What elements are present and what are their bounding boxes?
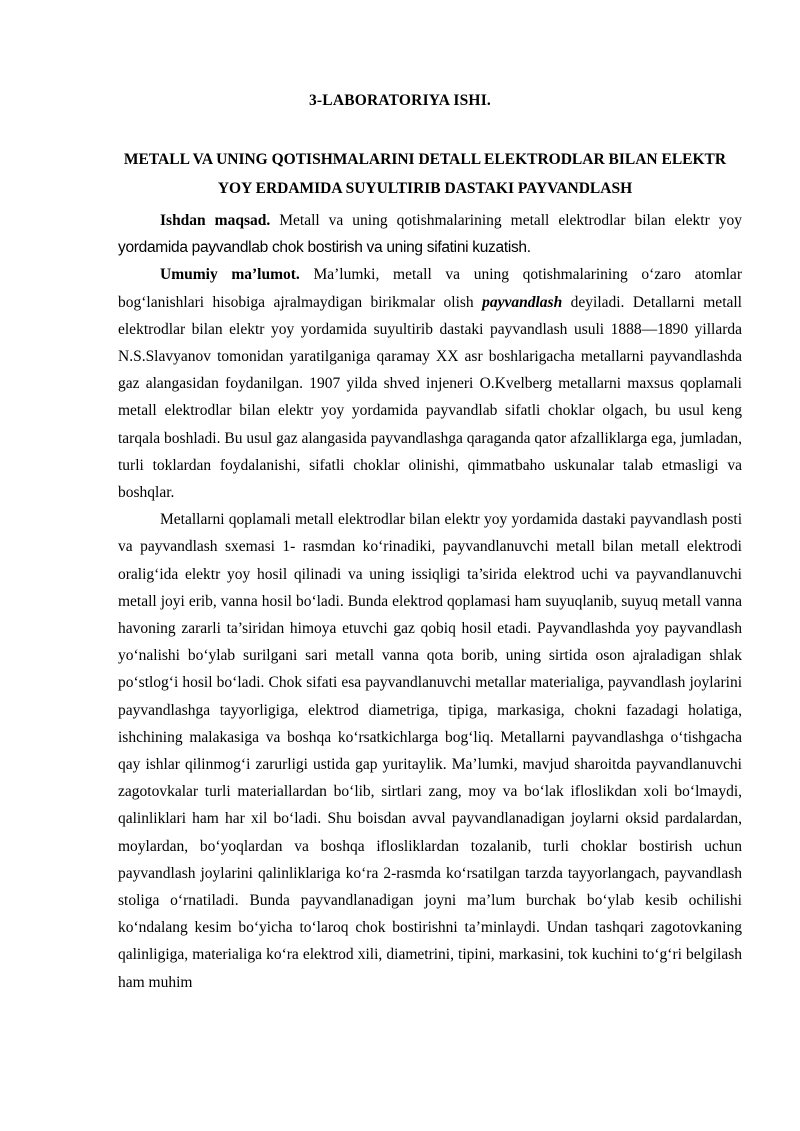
lab-title: 3-LABORATORIYA ISHI. bbox=[308, 92, 491, 109]
general-text-before: Ma’lumki, metall va uning qotishmalarining o‘zaro atomlar bog‘lanishlari hisobiga ajralmaydigan birikmalar olish bbox=[118, 266, 742, 311]
payvandlash-term: payvandlash bbox=[482, 293, 563, 311]
purpose-text-line1: Metall va uning qotishmalarining metall elektrodlar bilan elektr yoy bbox=[270, 212, 742, 229]
paragraph-three: Metallarni qoplamali metall elektrodlar bilan elektr yoy yordamida dastaki payvandlash posti va payvandlash sxemasi 1- rasmdan ko‘rinadiki, payvandlanuvchi metall bilan metall elektrodi oralig‘ida elektr yoy hosil qilinadi va uning issiqligi ta’sirida elektrod uchi va payvandlanuvchi metall joyi erib, vanna hosil bo‘ladi. Bunda elektrod qoplamasi ham suyuqlanib, suyuq metall vanna havoning zararli ta’siridan himoya etuvchi gaz qobiq hosil etadi. Payvandlashda yoy payvandlash yo‘nalishi bo‘ylab surilgani sari metall vanna qota borib, uning sirtida oson ajraladigan shlak po‘stlog‘i hosil bo‘ladi. Chok sifati esa payvandlanuvchi metallar materialiga, payvandlash joylarini payvandlashga tayyorligiga, elektrod diametriga, tipiga, markasiga, chokni fazadagi holatiga, ishchining malakasiga va boshqa ko‘rsatkichlarga bog‘liq. Metallarni payvandlashga o‘tishgacha qay ishlar qilinmog‘i zarurligi ustida gap yuritaylik. Ma’lumki, mavjud sharoitda payvandlanuvchi zagotovkalar turli materiallardan bo‘lib, sirtlari zang, moy va bo‘lak ifloslikdan xoli bo‘lmaydi, qalinliklari ham har xil bo‘ladi. Shu boisdan avval payvandlanadigan joylarni oksid pardalardan, moylardan, bo‘yoqlardan va boshqa iflosliklardan tozalanib, turli choklar bostirish uchun payvandlash joylarini qalinliklariga ko‘ra 2-rasmda ko‘rsatilgan tarzda tayyorlangach, payvandlash stoliga o‘rnatiladi. Bunda payvandlanadigan joyni ma’lum burchak bo‘ylab kesib ochilishi ko‘ndalang kesim bo‘yicha to‘laroq chok bostirishni ta’minlaydi. Undan tashqari zagotovkaning qalinligiga, materialiga ko‘ra elektrod xili, diametrini, tipini, markasini, tok kuchini to‘g‘ri belgilash ham muhim bbox=[118, 511, 742, 991]
purpose-text-line2: yordamida payvandlab chok bostirish va uning sifatini kuzatish. bbox=[118, 239, 531, 257]
general-text-after: deyiladi. Detallarni metall elektrodlar bilan elektr yoy yordamida suyultirib dastaki payvandlash usuli 1888—1890 yillarda N.S.Slavyanov tomonidan yaratilganiga qaramay XX asr boshlarigacha metallarni payvandlashda gaz alangasidan foydanilgan. 1907 yilda shved injeneri O.Kvelberg metallarni maxsus qoplamali metall elektrodlar bilan elektr yoy yordamida payvandlab sifatli choklar olgach, bu usul keng tarqala boshladi. Bu usul gaz alangasida payvandlashga qaraganda qator afzalliklarga ega, jumladan, turli toklardan foydalanishi, sifatli choklar olinishi, qimmatbaho uskunalar talab etmasligi va boshqlar. bbox=[118, 293, 742, 502]
general-paragraph bbox=[118, 261, 742, 506]
purpose-label: Ishdan maqsad. bbox=[160, 212, 271, 229]
main-title: METALL VA UNING QOTISHMALARINI DETALL ELEKTRODLAR BILAN ELEKTR YOY ERDAMIDA SUYULTIRIB DASTAKI PAYVANDLASH bbox=[123, 151, 727, 197]
document-body bbox=[118, 207, 742, 996]
general-label: Umumiy ma’lumot. bbox=[160, 266, 300, 284]
purpose-paragraph bbox=[118, 207, 742, 261]
